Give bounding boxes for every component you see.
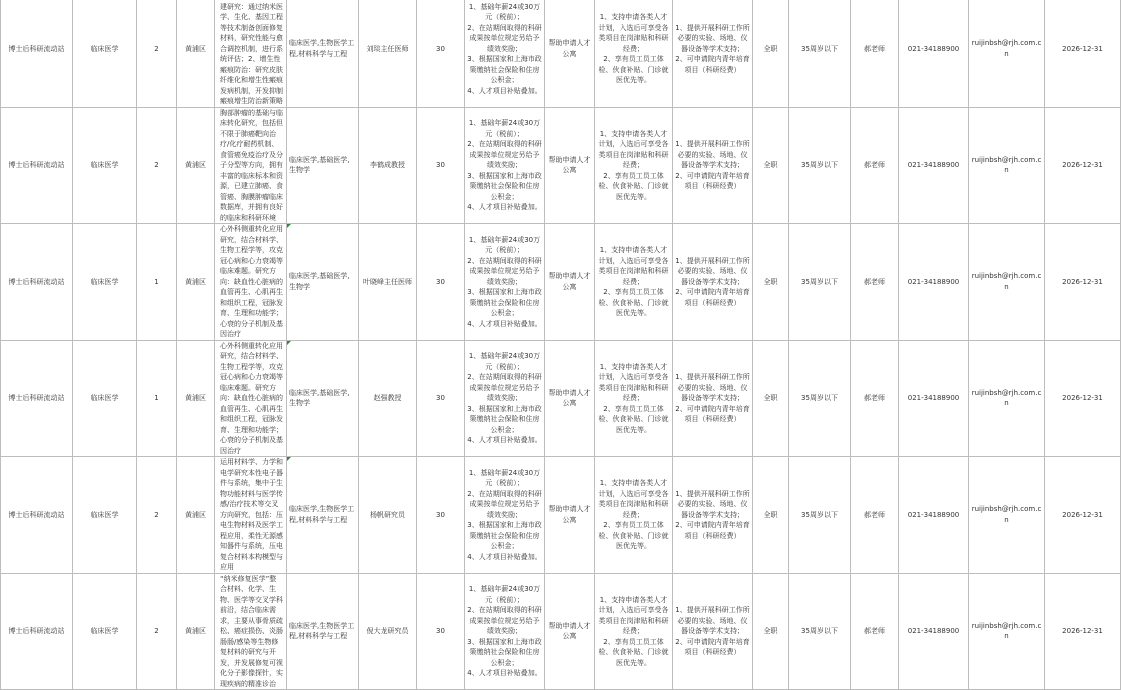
employment-type-cell[interactable]: 全职 (753, 340, 789, 457)
age-cell[interactable]: 30 (417, 457, 465, 574)
major-requirement-cell[interactable]: 临床医学,生物医学工程,材料科学与工程 (287, 0, 359, 107)
deadline-cell[interactable]: 2026-12-31 (1045, 107, 1121, 224)
headcount-cell[interactable]: 2 (137, 107, 177, 224)
email-cell[interactable]: ruijinbsh@rjh.com.cn (969, 340, 1045, 457)
salary-cell[interactable]: 1、基础年薪24或30万元（税前）； 2、在站期间取得的科研成果按单位规定另给予绩效奖励； 3、根据国家和上海市政策缴纳社会保险和住房公积金； 4、人才项目补贴叠加。 (465, 107, 545, 224)
district-cell[interactable]: 黄浦区 (177, 0, 215, 107)
salary-cell[interactable]: 1、基础年薪24或30万元（税前）； 2、在站期间取得的科研成果按单位规定另给予绩效奖励； 3、根据国家和上海市政策缴纳社会保险和住房公积金； 4、人才项目补贴叠加。 (465, 0, 545, 107)
contact-cell[interactable]: 郝老师 (851, 457, 899, 574)
headcount-cell[interactable]: 1 (137, 224, 177, 341)
mentor-cell[interactable]: 倪大龙研究员 (359, 573, 417, 690)
housing-cell[interactable]: 帮助申请人才公寓 (545, 457, 595, 574)
headcount-cell[interactable]: 1 (137, 340, 177, 457)
station-cell[interactable]: 博士后科研流动站 (1, 457, 73, 574)
email-cell[interactable]: ruijinbsh@rjh.com.cn (969, 457, 1045, 574)
major-requirement-cell[interactable]: 临床医学,基础医学,生物学 (287, 107, 359, 224)
major-requirement-cell[interactable]: 临床医学,基础医学,生物学 (287, 224, 359, 341)
mentor-cell[interactable]: 杨帆研究员 (359, 457, 417, 574)
headcount-cell[interactable]: 2 (137, 457, 177, 574)
employment-type-cell[interactable]: 全职 (753, 457, 789, 574)
employment-type-cell[interactable]: 全职 (753, 0, 789, 107)
mentor-cell[interactable]: 赵强教授 (359, 340, 417, 457)
research-direction-cell[interactable]: 心外科侧重转化应用研究，结合材料学、生物工程学等，攻克冠心病和心力衰竭等临床难题。研究方向：缺血性心脏病的血管再生、心肌再生和组织工程，冠脉发育、生理和功能学；心衰的分子机制及基因治疗 (215, 340, 287, 457)
welfare-cell[interactable]: 1、支持申请各类人才计划，入选后可享受各类项目在岗津贴和科研经费； 2、享有员工员工体检、伙食补贴、门诊就医优先等。 (595, 340, 673, 457)
discipline-cell[interactable]: 临床医学 (73, 457, 137, 574)
station-cell[interactable]: 博士后科研流动站 (1, 0, 73, 107)
employment-type-cell[interactable]: 全职 (753, 573, 789, 690)
welfare-cell[interactable]: 1、支持申请各类人才计划，入选后可享受各类项目在岗津贴和科研经费； 2、享有员工员工体检、伙食补贴、门诊就医优先等。 (595, 0, 673, 107)
research-direction-cell[interactable]: 胸部肿瘤的基础与临床转化研究，包括但不限于肺癌靶向治疗/化疗耐药机制、食管癌免疫治疗及分子分型等方向，拥有丰富的临床标本和资源，已建立肺癌、食管癌、胸膜肿瘤临床数据库，并拥有良好的临床和科研环境 (215, 107, 287, 224)
research-support-cell[interactable]: 1、提供开展科研工作所必要的实验、场地、仪器设备等学术支持； 2、可申请院内青年培育项目（科研经费） (673, 457, 753, 574)
phone-cell[interactable]: 021-34188900 (899, 0, 969, 107)
contact-cell[interactable]: 郝老师 (851, 340, 899, 457)
research-direction-cell[interactable]: 运用材料学、力学和电学研究本性电子器件与系统，集中于生物功能材料与医学传感/治疗技术等交叉方向研究，包括：压电生物材料及医学工程应用，柔性无源感知器件与系统，压电复合材料本构模型与应用 (215, 457, 287, 574)
research-support-cell[interactable]: 1、提供开展科研工作所必要的实验、场地、仪器设备等学术支持； 2、可申请院内青年培育项目（科研经费） (673, 0, 753, 107)
headcount-cell[interactable]: 2 (137, 0, 177, 107)
email-cell[interactable]: ruijinbsh@rjh.com.cn (969, 573, 1045, 690)
deadline-cell[interactable]: 2026-12-31 (1045, 224, 1121, 341)
station-cell[interactable]: 博士后科研流动站 (1, 224, 73, 341)
deadline-cell[interactable]: 2026-12-31 (1045, 573, 1121, 690)
research-direction-cell[interactable]: “纳米修复医学”整合材料、化学、生物、医学等交叉学科前沿，结合临床需求，主要从事骨质疏松、癌症损伤、炎肠肠肠/感染等生物修复材料的研究与开发，并发展修复可视化分子影像探针，实现疾病的精准诊治 (215, 573, 287, 690)
station-cell[interactable]: 博士后科研流动站 (1, 107, 73, 224)
age-cell[interactable]: 30 (417, 573, 465, 690)
mentor-cell[interactable]: 李鹤成教授 (359, 107, 417, 224)
deadline-cell[interactable]: 2026-12-31 (1045, 457, 1121, 574)
housing-cell[interactable]: 帮助申请人才公寓 (545, 340, 595, 457)
deadline-cell[interactable]: 2026-12-31 (1045, 0, 1121, 107)
district-cell[interactable]: 黄浦区 (177, 340, 215, 457)
contact-cell[interactable]: 郝老师 (851, 573, 899, 690)
welfare-cell[interactable]: 1、支持申请各类人才计划，入选后可享受各类项目在岗津贴和科研经费； 2、享有员工员工体检、伙食补贴、门诊就医优先等。 (595, 457, 673, 574)
housing-cell[interactable]: 帮助申请人才公寓 (545, 224, 595, 341)
table-row (1, 457, 1121, 574)
salary-cell[interactable]: 1、基础年薪24或30万元（税前）； 2、在站期间取得的科研成果按单位规定另给予绩效奖励； 3、根据国家和上海市政策缴纳社会保险和住房公积金； 4、人才项目补贴叠加。 (465, 573, 545, 690)
age-cell[interactable]: 30 (417, 340, 465, 457)
age-limit-cell[interactable]: 35周岁以下 (789, 0, 851, 107)
headcount-cell[interactable]: 2 (137, 573, 177, 690)
major-requirement-cell[interactable]: 临床医学,生物医学工程,材料科学与工程 (287, 457, 359, 574)
phone-cell[interactable]: 021-34188900 (899, 340, 969, 457)
table-row (1, 340, 1121, 457)
age-limit-cell[interactable]: 35周岁以下 (789, 340, 851, 457)
employment-type-cell[interactable]: 全职 (753, 107, 789, 224)
salary-cell[interactable]: 1、基础年薪24或30万元（税前）； 2、在站期间取得的科研成果按单位规定另给予绩效奖励； 3、根据国家和上海市政策缴纳社会保险和住房公积金； 4、人才项目补贴叠加。 (465, 340, 545, 457)
email-cell[interactable]: ruijinbsh@rjh.com.cn (969, 0, 1045, 107)
discipline-cell[interactable]: 临床医学 (73, 224, 137, 341)
mentor-cell[interactable]: 刘琰主任医师 (359, 0, 417, 107)
age-cell[interactable]: 30 (417, 107, 465, 224)
phone-cell[interactable]: 021-34188900 (899, 107, 969, 224)
welfare-cell[interactable]: 1、支持申请各类人才计划，入选后可享受各类项目在岗津贴和科研经费； 2、享有员工员工体检、伙食补贴、门诊就医优先等。 (595, 107, 673, 224)
housing-cell[interactable]: 帮助申请人才公寓 (545, 573, 595, 690)
table-row (1, 224, 1121, 341)
welfare-cell[interactable]: 1、支持申请各类人才计划，入选后可享受各类项目在岗津贴和科研经费； 2、享有员工员工体检、伙食补贴、门诊就医优先等。 (595, 573, 673, 690)
phone-cell[interactable]: 021-34188900 (899, 224, 969, 341)
research-support-cell[interactable]: 1、提供开展科研工作所必要的实验、场地、仪器设备等学术支持； 2、可申请院内青年培育项目（科研经费） (673, 107, 753, 224)
table-row (1, 573, 1121, 690)
age-limit-cell[interactable]: 35周岁以下 (789, 573, 851, 690)
discipline-cell[interactable]: 临床医学 (73, 573, 137, 690)
housing-cell[interactable]: 帮助申请人才公寓 (545, 107, 595, 224)
discipline-cell[interactable]: 临床医学 (73, 340, 137, 457)
age-limit-cell[interactable]: 35周岁以下 (789, 107, 851, 224)
welfare-cell[interactable]: 1、支持申请各类人才计划，入选后可享受各类项目在岗津贴和科研经费； 2、享有员工员工体检、伙食补贴、门诊就医优先等。 (595, 224, 673, 341)
district-cell[interactable]: 黄浦区 (177, 457, 215, 574)
phone-cell[interactable]: 021-34188900 (899, 457, 969, 574)
housing-cell[interactable]: 帮助申请人才公寓 (545, 0, 595, 107)
table-row (1, 107, 1121, 224)
district-cell[interactable]: 黄浦区 (177, 224, 215, 341)
age-cell[interactable]: 30 (417, 224, 465, 341)
research-support-cell[interactable]: 1、提供开展科研工作所必要的实验、场地、仪器设备等学术支持； 2、可申请院内青年培育项目（科研经费） (673, 573, 753, 690)
phone-cell[interactable]: 021-34188900 (899, 573, 969, 690)
discipline-cell[interactable]: 临床医学 (73, 107, 137, 224)
major-requirement-cell[interactable]: 临床医学,基础医学,生物学 (287, 340, 359, 457)
mentor-cell[interactable]: 叶晓峰主任医师 (359, 224, 417, 341)
research-support-cell[interactable]: 1、提供开展科研工作所必要的实验、场地、仪器设备等学术支持； 2、可申请院内青年培育项目（科研经费） (673, 340, 753, 457)
research-direction-cell[interactable]: 心外科侧重转化应用研究，结合材料学、生物工程学等，攻克冠心病和心力衰竭等临床难题。研究方向：缺血性心脏病的血管再生、心肌再生和组织工程，冠脉发育、生理和功能学；心衰的分子机制及基因治疗 (215, 224, 287, 341)
discipline-cell[interactable]: 临床医学 (73, 0, 137, 107)
major-requirement-cell[interactable]: 临床医学,生物医学工程,材料科学与工程 (287, 573, 359, 690)
station-cell[interactable]: 博士后科研流动站 (1, 573, 73, 690)
district-cell[interactable]: 黄浦区 (177, 573, 215, 690)
age-limit-cell[interactable]: 35周岁以下 (789, 457, 851, 574)
salary-cell[interactable]: 1、基础年薪24或30万元（税前）； 2、在站期间取得的科研成果按单位规定另给予绩效奖励； 3、根据国家和上海市政策缴纳社会保险和住房公积金； 4、人才项目补贴叠加。 (465, 457, 545, 574)
station-cell[interactable]: 博士后科研流动站 (1, 340, 73, 457)
table-row (1, 0, 1121, 107)
age-cell[interactable]: 30 (417, 0, 465, 107)
research-direction-cell[interactable]: 建研究：通过纳米医学、生化、基因工程等技术制备创面修复材料，研究性能与愈合调控机制，进行系统评估；2、增生性瘢痕防治：研究皮肤纤维化和增生性瘢痕发病机制，开发抑制瘢痕增生防治新策略 (215, 0, 287, 107)
contact-cell[interactable]: 郝老师 (851, 107, 899, 224)
contact-cell[interactable]: 郝老师 (851, 0, 899, 107)
email-cell[interactable]: ruijinbsh@rjh.com.cn (969, 224, 1045, 341)
age-limit-cell[interactable]: 35周岁以下 (789, 224, 851, 341)
salary-cell[interactable]: 1、基础年薪24或30万元（税前）； 2、在站期间取得的科研成果按单位规定另给予绩效奖励； 3、根据国家和上海市政策缴纳社会保险和住房公积金； 4、人才项目补贴叠加。 (465, 224, 545, 341)
research-support-cell[interactable]: 1、提供开展科研工作所必要的实验、场地、仪器设备等学术支持； 2、可申请院内青年培育项目（科研经费） (673, 224, 753, 341)
contact-cell[interactable]: 郝老师 (851, 224, 899, 341)
email-cell[interactable]: ruijinbsh@rjh.com.cn (969, 107, 1045, 224)
district-cell[interactable]: 黄浦区 (177, 107, 215, 224)
employment-type-cell[interactable]: 全职 (753, 224, 789, 341)
deadline-cell[interactable]: 2026-12-31 (1045, 340, 1121, 457)
